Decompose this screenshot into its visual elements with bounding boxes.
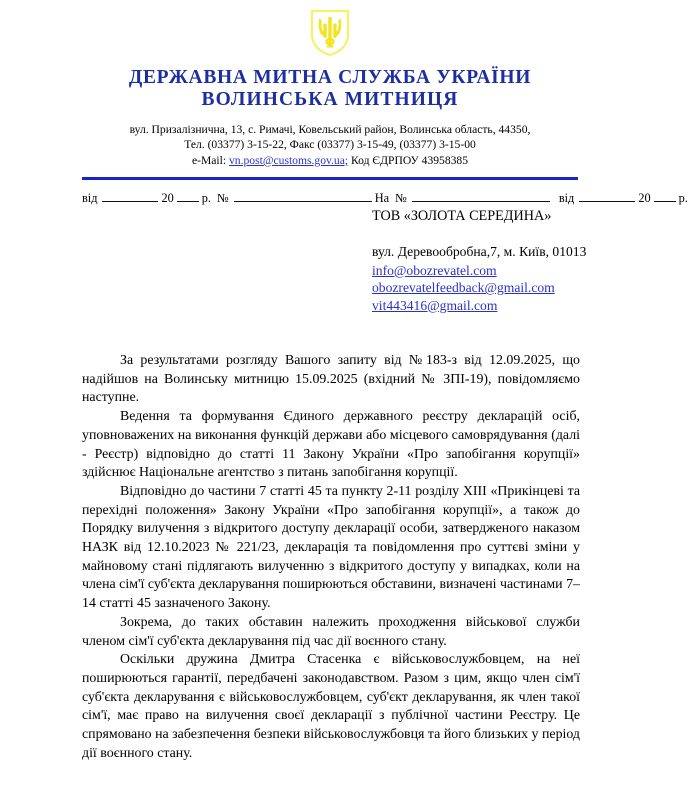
ukraine-trident-emblem <box>309 9 351 57</box>
letter-body <box>82 352 580 763</box>
postal-address: вул. Призалізнична, 13, с. Римачі, Ковельський район, Волинська область, 44350, <box>129 123 531 137</box>
email-and-code-row <box>0 153 660 168</box>
emblem-container <box>0 0 660 61</box>
contact-details <box>0 122 660 168</box>
org-name-line2: ВОЛИНСЬКА МИТНИЦЯ <box>201 89 459 111</box>
outgoing-number-blank[interactable] <box>234 190 372 202</box>
addressee-email-1[interactable]: info@obozrevatel.com <box>372 262 497 278</box>
reply-date-label: від <box>558 191 575 206</box>
reply-to-label: На <box>374 191 390 206</box>
addressee-company: ТОВ «ЗОЛОТА СЕРЕДИНА» <box>372 208 552 224</box>
header-divider <box>82 177 578 180</box>
email-label: e-Mail: <box>191 153 227 167</box>
body-paragraph-4: Зокрема, до таких обставин належить проходження військової служби членом сім'ї суб'єкта декларування під час дії воєнного стану. <box>82 614 580 649</box>
reply-number-label: № <box>395 191 407 206</box>
outgoing-number-label: № <box>217 191 229 206</box>
body-paragraph-2: Ведення та формування Єдиного державного реєстру декларацій осіб, уповноважених на виконання функцій держави або місцевого самоврядування (далі - Реєстр) відповідно до статті 11 Закону України «Про запобігання корупції» здійснює Національне агентство з питань запобігання корупції. <box>82 409 580 481</box>
edrpou-code: Код ЄДРПОУ 43958385 <box>351 153 469 167</box>
reply-year-suffix: р. <box>678 191 688 206</box>
reply-year-blank[interactable] <box>654 190 676 202</box>
org-name-line1: ДЕРЖАВНА МИТНА СЛУЖБА УКРАЇНИ <box>128 67 532 88</box>
outgoing-reference-group <box>82 190 375 206</box>
phone-numbers: Тел. (03377) 3-15-22, Факс (03377) 3-15-49, (03377) 3-15-00 <box>184 138 476 152</box>
email-link[interactable]: vn.post@customs.gov.ua; <box>229 153 349 167</box>
body-paragraph-3: Відповідно до частини 7 статті 45 та пункту 2-11 розділу XIII «Прикінцеві та перехідні положення» Закону України «Про запобігання корупції», а також до Порядку вилучення з відкритого доступу декларації особи, затвердженого наказом НАЗК від 12.10.2023 № 221/23, декларація та повідомлення про суттєві зміни у майновому стані підлягають вилученню з відкритого доступу у випадках, коли на члена сім'ї суб'єкта декларування поширюються обставини, визначені частинами 7–14 статті 45 зазначеного Закону. <box>82 483 580 612</box>
reply-number-blank[interactable] <box>412 190 550 202</box>
addressee-email-3[interactable]: vit443416@gmail.com <box>372 297 498 313</box>
body-paragraph-5: Оскільки дружина Дмитра Стасенка є військовослужбовцем, на неї поширюються гарантії, передбачені законодавством. Разом з цим, якщо член сім'ї суб'єкта декларування є військовослужбовцем, суб'єкт декларування, як член такої сім'ї, має право на вилучення своєї декларації з публічної частини Реєстру. Це спрямовано на забезпечення безпеки військовослужбовця та його близьких у період дії воєнного стану. <box>82 652 580 761</box>
reply-year-prefix: 20 <box>638 191 651 206</box>
outgoing-year-prefix: 20 <box>161 191 174 206</box>
outgoing-date-blank[interactable] <box>102 190 158 202</box>
outgoing-year-blank[interactable] <box>177 190 199 202</box>
organisation-heading <box>0 67 660 111</box>
reply-date-blank[interactable] <box>579 190 635 202</box>
outgoing-year-suffix: р. <box>201 191 212 206</box>
reference-row <box>82 190 688 206</box>
body-paragraph-1: За результатами розгляду Вашого запиту від №183-з від 12.09.2025, що надійшов на Волинську митницю 15.09.2025 (вхідний № ЗПІ-19), повідомляємо наступне. <box>82 353 580 406</box>
outgoing-date-label: від <box>82 191 98 206</box>
addressee-address: вул. Деревообробна,7, м. Київ, 01013 <box>372 243 587 259</box>
addressee-block <box>372 207 586 314</box>
addressee-email-2[interactable]: obozrevatelfeedback@gmail.com <box>372 280 555 296</box>
incoming-reference-group <box>375 190 688 206</box>
